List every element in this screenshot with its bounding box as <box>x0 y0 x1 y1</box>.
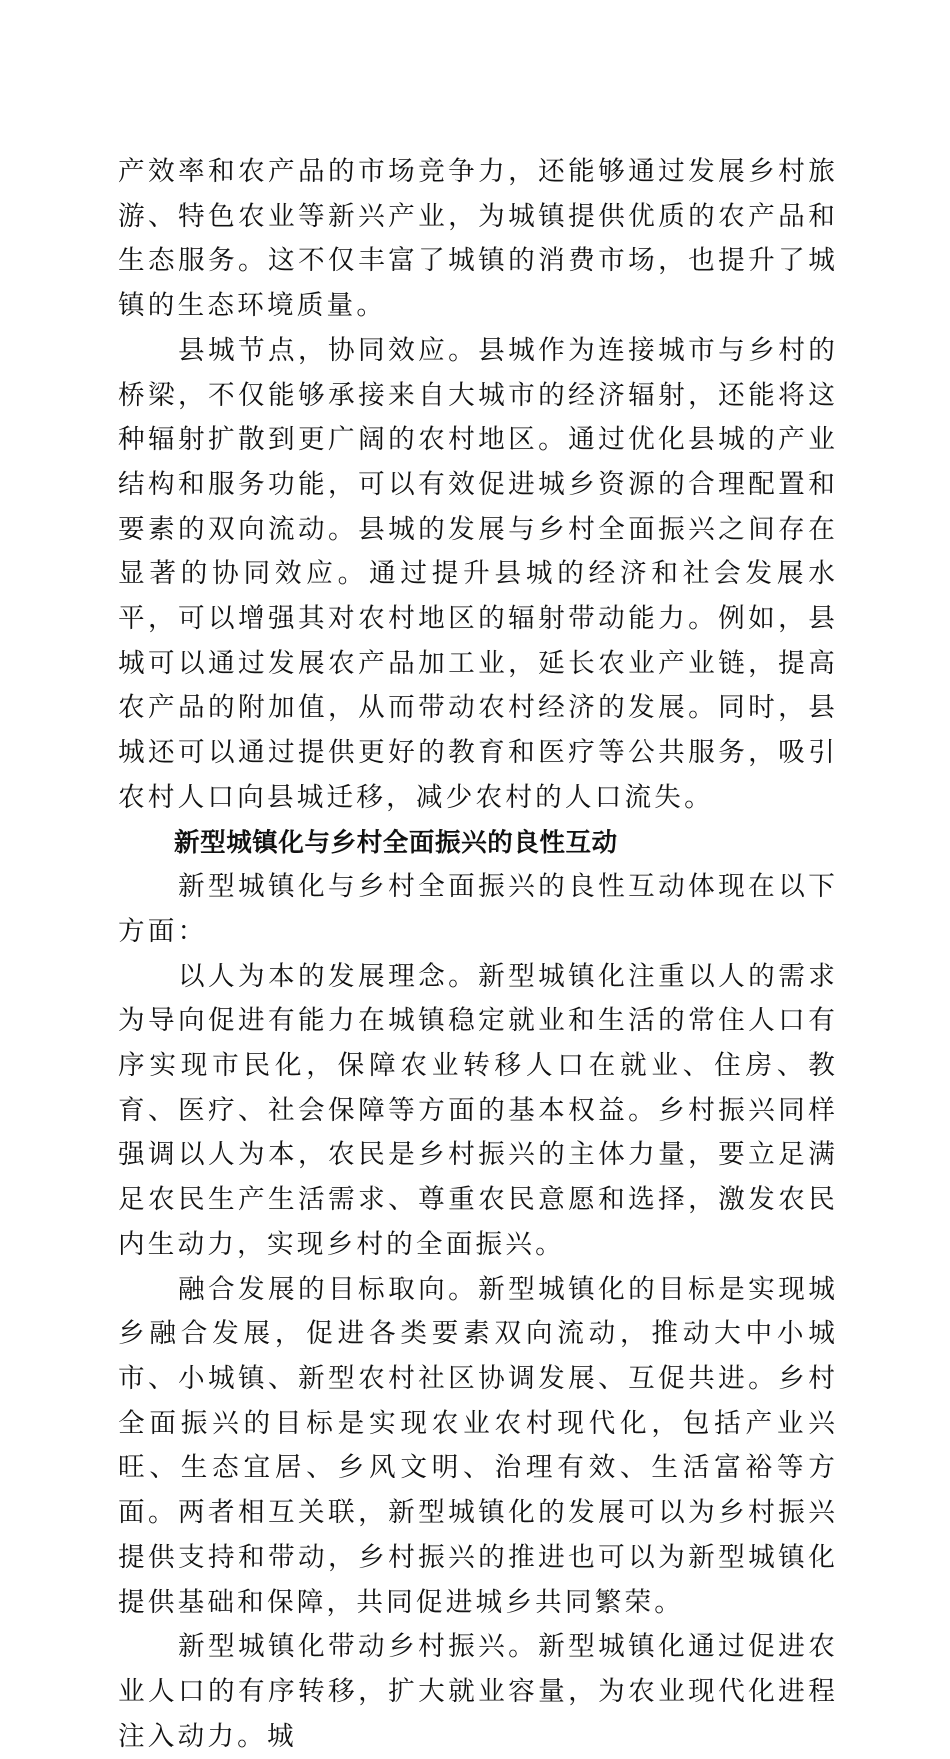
paragraph-urbanization-drives-revitalization: 新型城镇化带动乡村振兴。新型城镇化通过促进农业人口的有序转移，扩大就业容量，为农业现代化进程注入动力。城 <box>118 1631 838 1752</box>
paragraph-intro: 新型城镇化与乡村全面振兴的良性互动体现在以下方面： <box>118 871 838 947</box>
paragraph-county-node: 县城节点，协同效应。县城作为连接城市与乡村的桥梁，不仅能够承接来自大城市的经济辐射，还能将这种辐射扩散到更广阔的农村地区。通过优化县城的产业结构和服务功能，可以有效促进城乡资源的合理配置和要素的双向流动。县城的发展与乡村全面振兴之间存在显著的协同效应。通过提升县城的经济和社会发展水平，可以增强其对农村地区的辐射带动能力。例如，县城可以通过发展农产品加工业，延长农业产业链，提高农产品的附加值，从而带动农村经济的发展。同时，县城还可以通过提供更好的教育和医疗等公共服务，吸引农村人口向县城迁移，减少农村的人口流失。 <box>118 334 838 813</box>
section-heading: 新型城镇化与乡村全面振兴的良性互动 <box>174 827 618 858</box>
paragraph-continued: 产效率和农产品的市场竞争力，还能够通过发展乡村旅游、特色农业等新兴产业，为城镇提供优质的农产品和生态服务。这不仅丰富了城镇的消费市场，也提升了城镇的生态环境质量。 <box>118 156 838 322</box>
paragraph-people-centered: 以人为本的发展理念。新型城镇化注重以人的需求为导向促进有能力在城镇稳定就业和生活的常住人口有序实现市民化，保障农业转移人口在就业、住房、教育、医疗、社会保障等方面的基本权益。乡村振兴同样强调以人为本，农民是乡村振兴的主体力量，要立足满足农民生产生活需求、尊重农民意愿和选择，激发农民内生动力，实现乡村的全面振兴。 <box>118 960 838 1260</box>
paragraph-integrated-development: 融合发展的目标取向。新型城镇化的目标是实现城乡融合发展，促进各类要素双向流动，推动大中小城市、小城镇、新型农村社区协调发展、互促共进。乡村全面振兴的目标是实现农业农村现代化，包括产业兴旺、生态宜居、乡风文明、治理有效、生活富裕等方面。两者相互关联，新型城镇化的发展可以为乡村振兴提供支持和带动，乡村振兴的推进也可以为新型城镇化提供基础和保障，共同促进城乡共同繁荣。 <box>118 1273 838 1618</box>
document-body <box>118 150 838 1759</box>
